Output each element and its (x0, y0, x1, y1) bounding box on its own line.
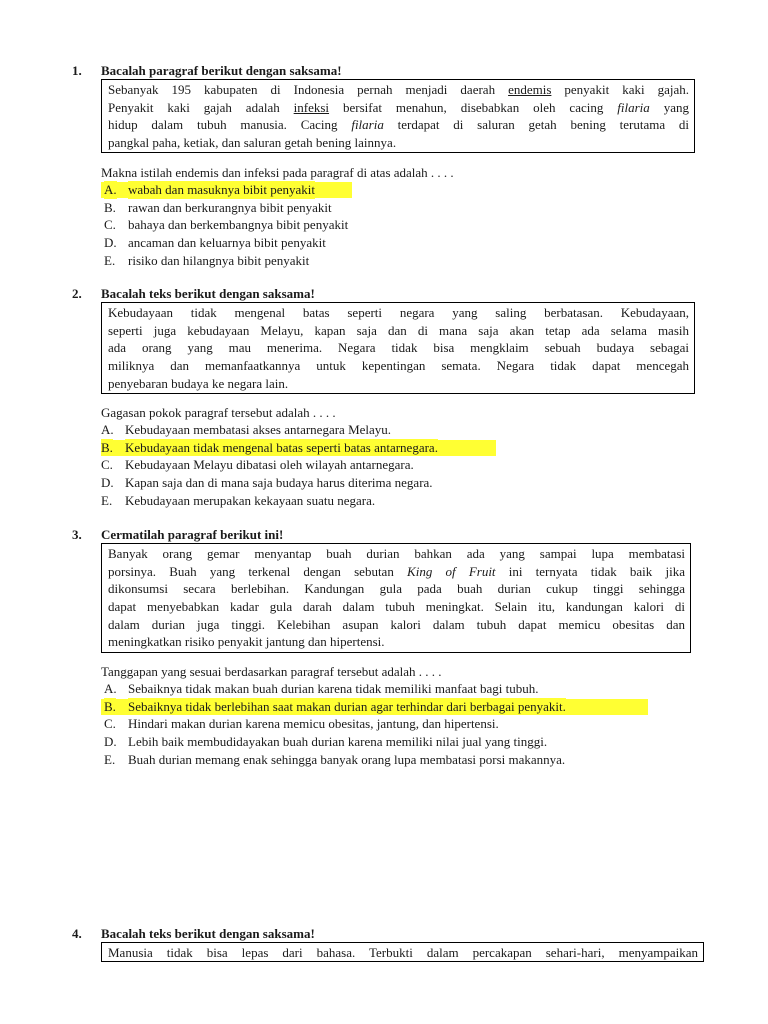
passage-line: meningkatkan risiko penyakit jantung dan hipertensi. (108, 634, 385, 650)
option-e[interactable]: E. Kebudayaan merupakan kekayaan suatu negara. (101, 492, 376, 508)
option-d[interactable]: D. ancaman dan keluarnya bibit penyakit (104, 235, 326, 251)
question-number: 2. (72, 286, 82, 301)
question-header (0, 925, 768, 943)
option-e[interactable]: E. risiko dan hilangnya bibit penyakit (104, 252, 310, 268)
passage-line: dalam durian juga tinggi. Kelebihan asupan kalori dalam tubuh dapat memicu obesitas dan (108, 616, 685, 632)
option-a[interactable]: A. wabah dan masuknya bibit penyakit (0, 181, 768, 199)
options-list (0, 181, 768, 269)
passage-line: Penyakit kaki gajah adalah infeksi bersifat menahun, disebabkan oleh cacing filaria yang (108, 99, 689, 115)
question-header (0, 285, 768, 303)
question-number: 1. (72, 63, 82, 78)
term-filaria: filaria (617, 99, 650, 115)
question-header (0, 62, 768, 80)
passage-line: Manusia tidak bisa lepas dari bahasa. Terbukti dalam percakapan sehari-hari, menyampaikan (108, 945, 698, 960)
option-d[interactable]: D. Lebih baik membudidayakan buah durian karena memiliki nilai jual yang tinggi. (104, 734, 548, 750)
option-a[interactable]: A. Sebaiknya tidak makan buah durian karena tidak memiliki manfaat bagi tubuh. (104, 681, 539, 696)
passage-line: miliknya dan memanfaatkannya untuk kepentingan semata. Negara tidak dapat mencegah (108, 358, 689, 374)
passage-line: Kebudayaan tidak mengenal batas seperti negara yang saling berbatasan. Kebudayaan, (108, 305, 689, 320)
term-endemis: endemis (508, 82, 552, 97)
option-d[interactable]: D. Kapan saja dan di mana saja budaya harus diterima negara. (101, 475, 433, 491)
option-e[interactable]: E. Buah durian memang enak sehingga banyak orang lupa membatasi porsi makannya. (104, 751, 566, 767)
option-b[interactable]: B. rawan dan berkurangnya bibit penyakit (104, 199, 332, 215)
passage-line: Banyak orang gemar menyantap buah durian bahkan ada yang sampai lupa membatasi (108, 546, 685, 561)
question-prompt: Tanggapan yang sesuai berdasarkan paragraf tersebut adalah . . . . (101, 664, 442, 679)
question-number: 4. (72, 926, 82, 941)
passage-line: hidup dalam tubuh manusia. Cacing filaria terdapat di saluran getah bening terutama di (108, 117, 689, 133)
option-c[interactable]: C. bahaya dan berkembangnya bibit penyakit (104, 217, 349, 233)
passage-line: penyebaran budaya ke negara lain. (108, 375, 289, 391)
option-a[interactable]: A. Kebudayaan membatasi akses antarnegara Melayu. (101, 422, 392, 437)
options-list (0, 680, 768, 768)
passage-line: dapat menyebabkan kadar gula darah dalam tubuh meningkat. Selain itu, kandungan kalori di (108, 599, 685, 615)
question-title: Cermatilah paragraf berikut ini! (101, 527, 284, 542)
passage-box (101, 543, 691, 653)
question-prompt: Gagasan pokok paragraf tersebut adalah . . . . (101, 405, 336, 420)
question-title: Bacalah paragraf berikut dengan saksama! (101, 63, 342, 78)
option-c[interactable]: C. Hindari makan durian karena memicu obesitas, jantung, dan hipertensi. (104, 716, 499, 732)
question-title: Bacalah teks berikut dengan saksama! (101, 926, 315, 941)
term-filaria: filaria (351, 117, 384, 133)
passage-line: ada orang yang mau menerima. Negara tidak bisa mengklaim sebuah budaya sebagai (108, 340, 689, 356)
passage-box (101, 302, 695, 394)
option-b[interactable]: B. Kebudayaan tidak mengenal batas seperti batas antarnegara. (0, 439, 768, 457)
option-b[interactable]: B. Sebaiknya tidak berlebihan saat makan durian agar terhindar dari berbagai penyakit. (0, 698, 768, 716)
question-header (0, 526, 768, 544)
option-c[interactable]: C. Kebudayaan Melayu dibatasi oleh wilayah antarnegara. (101, 457, 414, 473)
passage-line: porsinya. Buah yang terkenal dengan sebutan King of Fruit ini ternyata tidak baik jika (108, 563, 685, 579)
question-prompt: Makna istilah endemis dan infeksi pada paragraf di atas adalah . . . . (101, 165, 454, 180)
passage-line: seperti juga kebudayaan Melayu, kapan saja dan di mana saja akan tetap ada selama masih (108, 322, 689, 338)
options-list (0, 421, 768, 509)
question-number: 3. (72, 527, 82, 542)
passage-line: Sebanyak 195 kabupaten di Indonesia pernah menjadi daerah endemis penyakit kaki gajah. (108, 82, 689, 97)
passage-line: dikonsumsi secara berlebihan. Kandungan gula pada buah durian cukup tinggi sehingga (108, 581, 685, 597)
passage-line: pangkal paha, ketiak, dan saluran getah bening lainnya. (108, 135, 397, 151)
question-title: Bacalah teks berikut dengan saksama! (101, 286, 315, 301)
term-king-of-fruit: King of Fruit (407, 563, 496, 579)
term-infeksi: infeksi (293, 99, 330, 115)
passage-box (101, 942, 704, 962)
passage-box (101, 79, 695, 153)
